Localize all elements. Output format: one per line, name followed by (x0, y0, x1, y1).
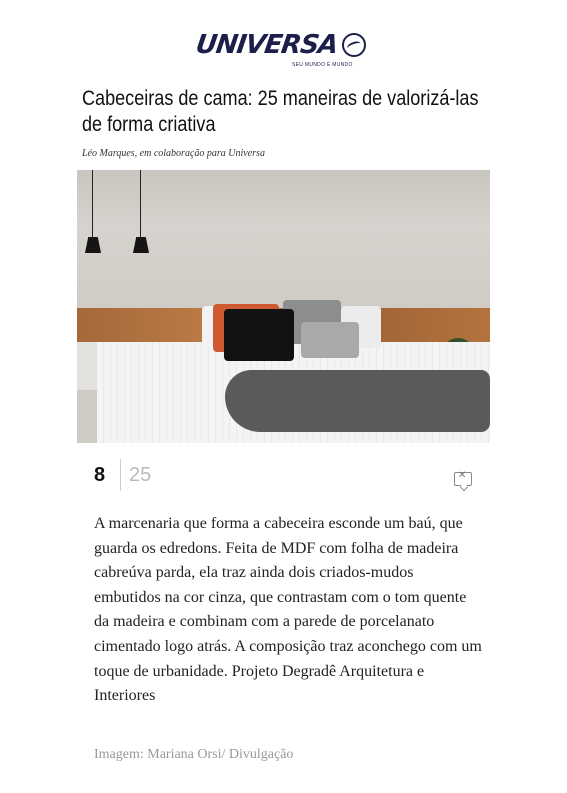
current-slide-number: 8 (94, 463, 106, 486)
gallery-counter (94, 460, 151, 490)
site-header (0, 26, 567, 76)
close-balloon-icon[interactable]: ✕ (454, 472, 472, 486)
logo-tagline: SEU MUNDO É MUNDO (292, 62, 353, 68)
total-slides-number: 25 (129, 463, 152, 486)
article-title: Cabeceiras de cama: 25 maneiras de valorizá-las de forma criativa (82, 87, 479, 136)
gray-throw (225, 370, 490, 432)
gallery-photo[interactable] (77, 170, 490, 443)
globe-icon (342, 33, 366, 57)
universa-logo[interactable] (194, 32, 339, 58)
logo-text: UNIVERSA (193, 30, 340, 60)
article-byline: Léo Marques, em colaboração para Universa (82, 148, 265, 159)
pendant-cord (92, 170, 93, 240)
pillow-gray-light (301, 322, 359, 358)
pillow-black (224, 309, 294, 361)
slide-description: A marcenaria que forma a cabeceira esconde um baú, que guarda os edredons. Feita de MDF com folha de madeira cabreúva parda, ela traz ainda dois criados-mudos embutidos na cor cinza, que contrastam com o tom quente da madeira e combinam com a parede de porcelanato cimentado logo atrás. A composição traz aconchego com um toque de urbanidade. Projeto Degradê Arquitetura e Interiores (94, 515, 482, 705)
pendant-cord (140, 170, 141, 240)
image-credit: Imagem: Mariana Orsi/ Divulgação (94, 747, 294, 762)
counter-divider (120, 459, 121, 491)
